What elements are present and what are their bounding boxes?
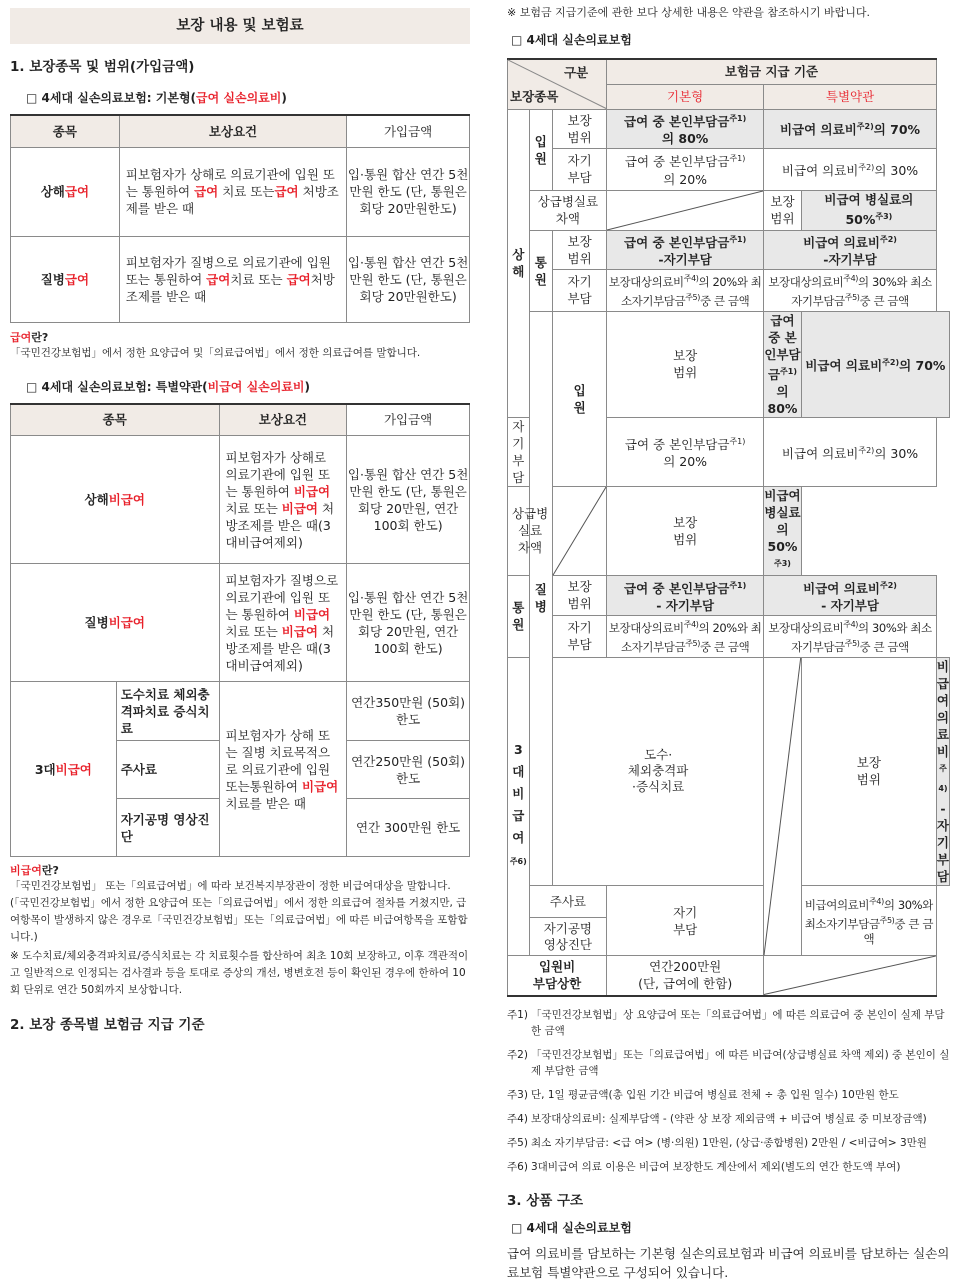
table-row (11, 436, 470, 564)
subcat-manual-therapy: 도수· 체외충격파 ·증식치료 (553, 657, 764, 885)
cell-basic-selfpay: 급여 중 본인부담금$^{주1)}$ 의 20% (607, 148, 764, 190)
sub-item-injection: 주사료 (116, 741, 219, 799)
cell-special-selfpay: 보장대상의료비$^{주4)}$의 30%와 최소자기부담금$^{주5)}$중 큰 금액 (764, 269, 937, 311)
table-row (508, 886, 950, 918)
col-header-amount: 가입금액 (347, 115, 470, 147)
label-room-diff: 상급병실료 차액 (529, 190, 607, 230)
row-requirement: 피보험자가 질병으로 의료기관에 입원 또는 통원하여 비급여 치료 또는 비급여 처방조제를 받은 때(3대비급여제외) (219, 564, 347, 682)
special-coverage-table (10, 403, 470, 858)
table-row (508, 190, 950, 230)
table-2-title-highlight: 비급여 실손의료비 (207, 379, 305, 394)
benefit-definition-note (10, 329, 470, 362)
table-row (11, 236, 470, 322)
cell-special-range: 비급여 의료비$^{주4)}$ - 자기부담 (936, 658, 949, 885)
header-payment-criteria: 보험금 지급 기준 (607, 59, 937, 84)
section-3-subheading: □ 4세대 실손의료보험 (511, 1220, 632, 1235)
label-coverage-range: 보장 범위 (553, 575, 607, 615)
label-self-pay: 자기 부담 (553, 615, 607, 657)
nonbenefit-definition-title: 비급여란? (10, 864, 59, 877)
section-3-heading: 3. 상품 구조 (507, 1192, 584, 1209)
terms-reference-note: ※ 보험금 지급기준에 관한 보다 상세한 내용은 약관을 참조하시기 바랍니다. (507, 6, 870, 19)
table-row (508, 657, 950, 885)
label-coverage-range: 보장 범위 (607, 486, 764, 575)
section-2-heading: 2. 보장 종목별 보험금 지급 기준 (10, 1017, 205, 1033)
subcat-inpatient: 입 원 (553, 311, 607, 486)
header-basic: 기본형 (607, 84, 764, 109)
table-row (508, 956, 950, 996)
na-diagonal (764, 956, 936, 995)
cell-special-selfpay: 비급여 의료비$^{주2)}$의 30% (764, 148, 937, 190)
row-name-disease-nonbenefit: 질병비급여 (11, 564, 220, 682)
nonbenefit-definition-note (10, 862, 470, 999)
cell-special-range: 비급여 의료비$^{주2)}$ - 자기부담 (764, 575, 937, 615)
table-2-title (26, 378, 470, 395)
footnote-6: 주6) 3대비급여 의료 이용은 비급여 보장한도 계산에서 제외(별도의 연간 한도액 부여) (507, 1160, 901, 1173)
manual-therapy-note: ※ 도수치료/체외충격파치료/증식치료는 각 치료횟수를 합산하여 최초 10회 보장하고, 이후 객관적이고 일반적으로 인정되는 검사결과 등을 토대로 증상의 개선, 병변호전 등이 확인된 경우에 한하여 10회 단위로 연간 50회까지 보상합니다. (10, 950, 469, 996)
cell-basic-range: 급여 중 본인부담금$^{주1)}$ 의 80% (764, 312, 801, 416)
cell-basic-range: 급여 중 본인부담금$^{주1)}$ - 자기부담 (607, 575, 764, 615)
na-diagonal (553, 487, 606, 575)
na-diagonal (764, 658, 801, 955)
row-requirement: 피보험자가 상해 또는 질병 치료목적으로 의료기관에 입원 또는통원하여 비급여 치료를 받은 때 (219, 682, 347, 857)
row-name-disease-benefit: 질병급여 (11, 236, 120, 322)
label-coverage-range: 보장 범위 (801, 657, 936, 885)
table-row (508, 486, 950, 575)
cell-special-selfpay: 비급여 의료비$^{주2)}$의 30% (764, 417, 937, 486)
cell-basic-selfpay: 급여 중 본인부담금$^{주1)}$ 의 20% (607, 417, 764, 486)
nonbenefit-definition-body: 「국민건강보험법」 또는「의료급여법」에 따라 보건복지부장관이 정한 비급여대상을 말합니다. (「국민건강보험법」에서 정한 요양급여 또는「의료급여법」에서 정한 의료급여 절차를 거쳤지만, 급여항목이 발생하지 않은 경우로「국민건강보험법」또는「의료급여법」에 따른 비급여항목을 포함합니다.) (10, 880, 468, 943)
section-1-heading: 1. 보장종목 및 범위(가입금액) (10, 59, 195, 75)
col-header-item: 종목 (11, 115, 120, 147)
left-column (10, 8, 470, 1031)
table-row (508, 109, 950, 148)
label-coverage-range: 보장 범위 (607, 311, 764, 417)
footnote-3: 주3) 단, 1일 평균금액(총 입원 기간 비급여 병실료 전체 ÷ 총 입원 일수) 10만원 한도 (507, 1088, 899, 1101)
row-amount: 입·통원 합산 연간 5천만원 한도 (단, 통원은 회당 20만원한도) (347, 236, 470, 322)
table-1-title (26, 89, 470, 106)
payment-criteria-table (507, 58, 950, 997)
category-injury: 상 해 (508, 109, 530, 417)
table-row (508, 230, 950, 269)
basic-coverage-table (10, 114, 470, 323)
na-diagonal (607, 191, 763, 230)
category-three-nonbenefit: 3 대 비 급 여 주6) (508, 657, 530, 955)
row-amount: 입·통원 합산 연간 5천만원 한도 (단, 통원은 회당 20만원, 연간 100회 한도) (347, 436, 470, 564)
cell-inpatient-cap-value: 연간200만원 (단, 급여에 한함) (607, 956, 764, 996)
header-gubun: 구분 (563, 65, 589, 80)
label-room-diff: 상급병실료 차액 (508, 486, 553, 575)
row-amount: 연간350만원 (50회) 한도 (347, 682, 470, 741)
label-self-pay: 자기 부담 (553, 148, 607, 190)
row-requirement: 피보험자가 상해로 의료기관에 입원 또는 통원하여 비급여 치료 또는 비급여 처방조제를 받은 때(3대비급여제외) (219, 436, 347, 564)
cell-special-room: 비급여 병실료의 50%$^{주3)}$ (764, 486, 802, 575)
label-self-pay: 자기 부담 (607, 886, 764, 956)
table-row (508, 575, 950, 615)
footnote-4: 주4) 보장대상의료비: 실제부담액 - (약관 상 보장 제외금액 + 비급여 병실료 중 미보장금액) (507, 1112, 927, 1125)
header-corner (508, 59, 607, 109)
cell-special-room: 비급여 병실료의 50%$^{주3)}$ (801, 190, 936, 230)
label-coverage-range: 보장 범위 (553, 230, 607, 269)
subcat-injection: 주사료 (529, 886, 607, 918)
cell-special-na (764, 956, 937, 996)
cell-special-range: 비급여 의료비$^{주2)}$의 70% (764, 109, 937, 148)
cell-basic-selfpay: 보장대상의료비$^{주4)}$의 20%와 최소자기부담금$^{주5)}$중 큰 금액 (607, 269, 764, 311)
subcat-outpatient: 통 원 (508, 575, 530, 657)
table-row (508, 269, 950, 311)
sub-item-manual-therapy: 도수치료 체외충격파치료 증식치료 (116, 682, 219, 741)
sub-item-mri: 자기공명 영상진단 (116, 799, 219, 857)
table-row (508, 148, 950, 190)
row-name-injury-nonbenefit: 상해비급여 (11, 436, 220, 564)
table-3-title: □ 4세대 실손의료보험 (511, 33, 632, 47)
col-header-requirement: 보상요건 (119, 115, 346, 147)
cell-basic-selfpay: 보장대상의료비$^{주4)}$의 20%와 최소자기부담금$^{주5)}$중 큰 금액 (607, 615, 764, 657)
cell-basic-na (553, 486, 607, 575)
cell-special-selfpay: 보장대상의료비$^{주4)}$의 30%와 최소자기부담금$^{주5)}$중 큰 금액 (764, 615, 937, 657)
table-row (11, 147, 470, 236)
table-1-title-prefix: □ 4세대 실손의료보험: 기본형( (26, 91, 197, 105)
row-amount: 입·통원 합산 연간 5천만원 한도 (단, 통원은 회당 20만원한도) (347, 147, 470, 236)
table-2-title-prefix: □ 4세대 실손의료보험: 특별약관( (26, 379, 208, 394)
label-self-pay: 자기 부담 (508, 417, 530, 486)
footnotes (507, 1007, 950, 1175)
table-2-title-suffix: ) (304, 379, 311, 394)
subcat-outpatient: 통 원 (529, 230, 553, 311)
cell-basic-range: 급여 중 본인부담금$^{주1)}$ 의 80% (607, 109, 764, 148)
cell-special-range: 비급여 의료비$^{주2)}$의 70% (801, 311, 949, 417)
header-bojang: 보장종목 (510, 88, 559, 104)
table-row (508, 615, 950, 657)
page-title: 보장 내용 및 보험료 (10, 8, 470, 44)
footnote-2: 주2) 「국민건강보험법」또는「의료급여법」에 따른 비급여(상급병실료 차액 제외) 중 본인이 실제 부담한 금액 (507, 1048, 950, 1077)
subcat-inpatient: 입 원 (529, 109, 553, 190)
row-name-three-nonbenefit: 3대비급여 (11, 682, 117, 857)
label-self-pay: 자기 부담 (553, 269, 607, 311)
table-row (11, 564, 470, 682)
table-row (508, 311, 950, 417)
row-requirement: 피보험자가 상해로 의료기관에 입원 또는 통원하여 급여 치료 또는급여 처방조제를 받은 때 (119, 147, 346, 236)
subcat-mri: 자기공명 영상진단 (529, 918, 607, 956)
label-coverage-range: 보장 범위 (553, 109, 607, 148)
product-structure-body: 급여 의료비를 담보하는 기본형 실손의료보험과 비급여 의료비를 담보하는 실손의료보험 특별약관으로 구성되어 있습니다. (507, 1245, 950, 1280)
table-1-title-highlight: 급여 실손의료비 (196, 91, 282, 105)
cell-basic-na (764, 657, 802, 955)
row-name-injury-benefit: 상해급여 (11, 147, 120, 236)
row-requirement: 피보험자가 질병으로 의료기관에 입원 또는 통원하여 급여치료 또는 급여처방조제를 받은 때 (119, 236, 346, 322)
col-header-amount: 가입금액 (347, 404, 470, 436)
cell-special-range: 비급여 의료비$^{주2)}$ -자기부담 (764, 230, 937, 269)
benefit-definition-body: 「국민건강보험법」에서 정한 요양급여 및「의료급여법」에서 정한 의료급여를 말합니다. (10, 346, 421, 359)
row-amount: 연간250만원 (50회) 한도 (347, 741, 470, 799)
row-amount: 입·통원 합산 연간 5천만원 한도 (단, 통원은 회당 20만원, 연간 100회 한도) (347, 564, 470, 682)
footnote-1: 주1) 「국민건강보험법」상 요양급여 또는「의료급여법」에 따른 의료급여 중 본인이 실제 부담한 금액 (507, 1008, 945, 1037)
label-coverage-range: 보장 범위 (764, 190, 802, 230)
header-special: 특별약관 (764, 84, 937, 109)
col-header-requirement: 보상요건 (219, 404, 347, 436)
right-column (507, 4, 950, 1282)
cell-special-selfpay: 비급여의료비$^{주4)}$의 30%와 최소자기부담금$^{주5)}$중 큰 금액 (801, 886, 936, 956)
footnote-5: 주5) 최소 자기부담금: <급 여> (병·의원) 1만원, (상급·종합병원) 2만원 / <비급여> 3만원 (507, 1136, 927, 1149)
cell-basic-na (607, 190, 764, 230)
row-amount: 연간 300만원 한도 (347, 799, 470, 857)
benefit-definition-title: 급여란? (10, 330, 49, 344)
label-inpatient-cap: 입원비 부담상한 (508, 956, 607, 996)
cell-basic-range: 급여 중 본인부담금$^{주1)}$ -자기부담 (607, 230, 764, 269)
table-1-title-suffix: ) (281, 91, 287, 105)
col-header-item: 종목 (11, 404, 220, 436)
category-disease: 질 병 (529, 311, 553, 886)
table-row (11, 682, 470, 741)
